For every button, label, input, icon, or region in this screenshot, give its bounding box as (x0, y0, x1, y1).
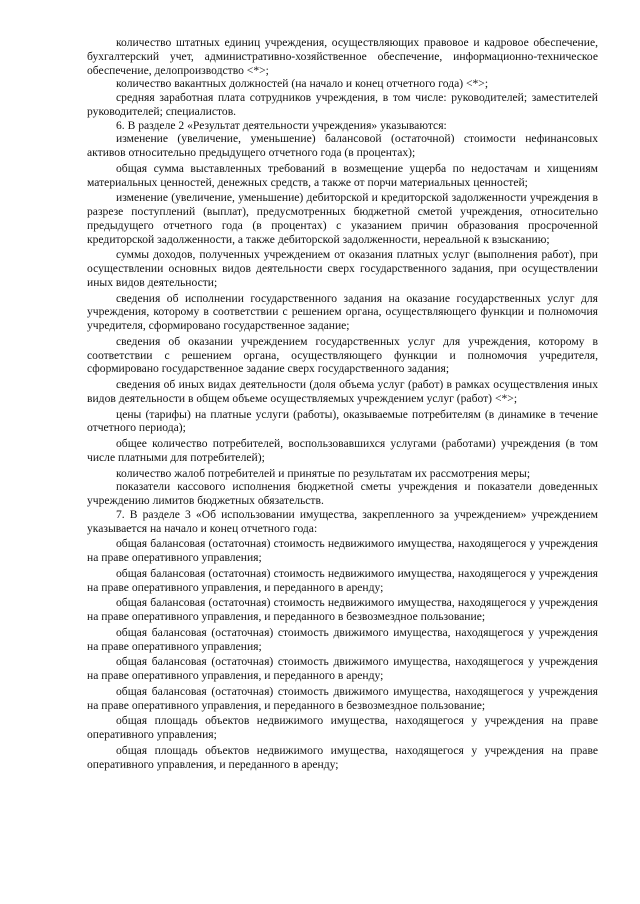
paragraph-cash-execution: показатели кассового исполнения бюджетной сметы учреждения и показатели доведенных учреждению лимитов бюджетных обязательств. (87, 480, 598, 507)
paragraph-average-salary: средняя заработная плата сотрудников учреждения, в том числе: руководителей; заместителей руководителей; специалистов. (87, 91, 598, 118)
paragraph-services-beyond-assignment: сведения об оказании учреждением государственных услуг для учреждения, которому в соответствии с решением органа, осуществляющего функции и полномочия учредителя, сформировано государственное задание сверх государственного задания; (87, 334, 598, 376)
paragraph-prices: цены (тарифы) на платные услуги (работы), оказываемые потребителям (в динамике в течение отчетного периода); (87, 407, 598, 435)
paragraph-movable-rent: общая балансовая (остаточная) стоимость движимого имущества, находящегося у учреждения на праве оперативного управления, и переданного в аренду; (87, 655, 598, 682)
paragraph-consumers: общее количество потребителей, воспользовавшихся услугами (работами) учреждения (в том числе платными для потребителей); (87, 437, 598, 464)
paragraph-real-estate-value: общая балансовая (остаточная) стоимость недвижимого имущества, находящегося у учреждения на праве оперативного управления; (87, 537, 598, 564)
paragraph-paid-services-income: суммы доходов, полученных учреждением от оказания платных услуг (выполнения работ), при осуществлении основных видов деятельности сверх государственного задания, при осуществлении иных видов деятельности; (87, 248, 598, 289)
paragraph-real-estate-free-use: общая балансовая (остаточная) стоимость недвижимого имущества, находящегося у учреждения на праве оперативного управления, и переданного в безвозмездное пользование; (87, 596, 598, 623)
paragraph-other-activities: сведения об иных видах деятельности (доля объема услуг (работ) в рамках осуществления иных видов деятельности в общем объеме осуществляемых учреждением услуг (работ) <*>; (87, 378, 598, 405)
paragraph-damage-claims: общая сумма выставленных требований в возмещение ущерба по недостачам и хищениям материальных ценностей, денежных средств, а также от порчи материальных ценностей; (87, 161, 598, 189)
paragraph-staff-count: количество штатных единиц учреждения, осуществляющих правовое и кадровое обеспечение, бухгалтерский учет, административно-хозяйственное обеспечение, информационно-техническое обеспечение, делопроизводство <*>; (87, 36, 598, 77)
paragraph-section-7-heading: 7. В разделе 3 «Об использовании имущества, закрепленного за учреждением» учреждением указывается на начало и конец отчетного года: (87, 507, 598, 535)
paragraph-state-assignment: сведения об исполнении государственного задания на оказание государственных услуг для учреждения, которому в соответствии с решением органа, осуществляющего функции и полномочия учредителя, сформировано государственное задание; (87, 291, 598, 332)
paragraph-area-operational: общая площадь объектов недвижимого имущества, находящегося у учреждения на праве оперативного управления; (87, 714, 598, 741)
paragraph-nonfinancial-assets: изменение (увеличение, уменьшение) балансовой (остаточной) стоимости нефинансовых активов относительно предыдущего отчетного года (в процентах); (87, 132, 598, 159)
paragraph-receivables-payables: изменение (увеличение, уменьшение) дебиторской и кредиторской задолженности учреждения в разрезе поступлений (выплат), предусмотренных бюджетной сметой учреждения, относительно предыдущего отчетного года (в процентах) с указанием причин образования просроченной кредиторской задолженности, а также дебиторской задолженности, нереальной к взысканию; (87, 191, 598, 246)
paragraph-movable-value: общая балансовая (остаточная) стоимость движимого имущества, находящегося у учреждения на праве оперативного управления; (87, 625, 598, 653)
paragraph-movable-free-use: общая балансовая (остаточная) стоимость движимого имущества, находящегося у учреждения на праве оперативного управления, и переданного в безвозмездное пользование; (87, 684, 598, 712)
paragraph-vacancies: количество вакантных должностей (на начало и конец отчетного года) <*>; (116, 77, 489, 91)
paragraph-real-estate-rent: общая балансовая (остаточная) стоимость недвижимого имущества, находящегося у учреждения на праве оперативного управления, и переданного в аренду; (87, 566, 598, 594)
paragraph-complaints: количество жалоб потребителей и принятые по результатам их рассмотрения меры; (116, 466, 531, 480)
paragraph-area-rent: общая площадь объектов недвижимого имущества, находящегося у учреждения на праве оперативного управления, и переданного в аренду; (87, 743, 598, 771)
paragraph-section-6-heading: 6. В разделе 2 «Результат деятельности учреждения» указываются: (116, 118, 447, 132)
